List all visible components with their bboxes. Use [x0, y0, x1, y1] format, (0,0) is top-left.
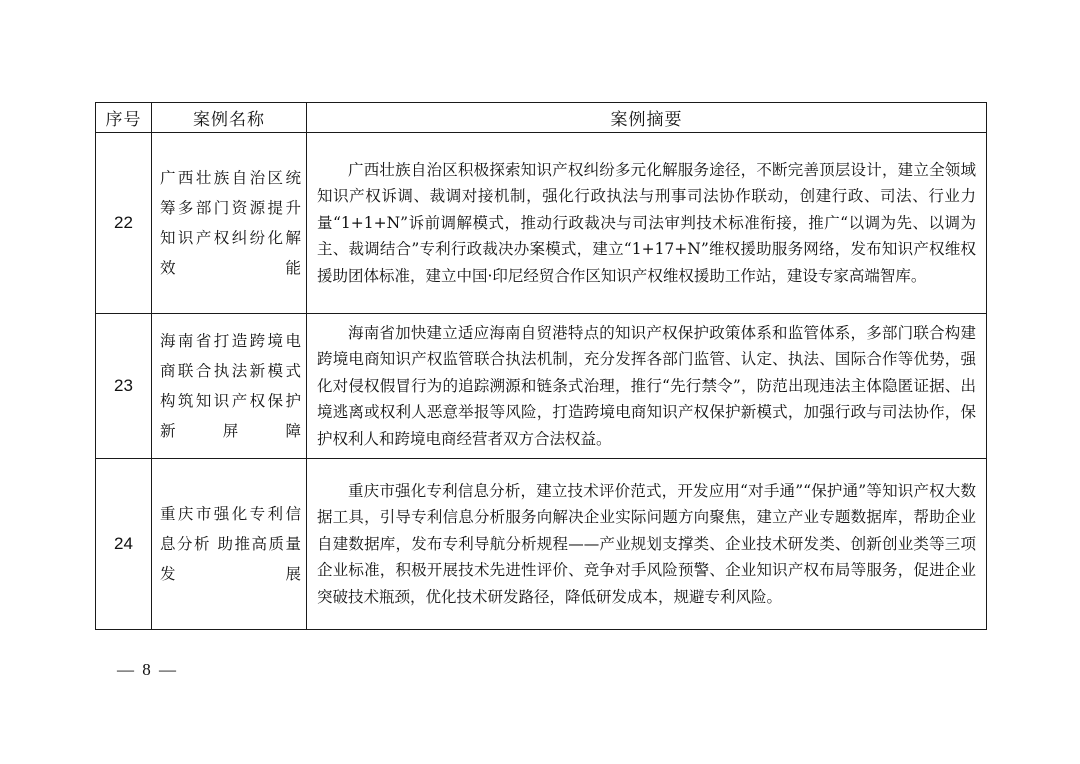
table-row [96, 459, 987, 630]
case-summary: 重庆市强化专利信息分析，建立技术评价范式，开发应用“对手通”“保护通”等知识产权大数据工具，引导专利信息分析服务向解决企业实际问题方向聚焦，建立产业专题数据库，帮助企业自建数据库，发布专利导航分析规程——产业规划支撑类、企业技术研发类、创新创业类等三项企业标准，积极开展技术先进性评价、竞争对手风险预警、企业知识产权布局等服务，促进企业突破技术瓶颈，优化技术研发路径，降低研发成本，规避专利风险。 [307, 459, 987, 630]
table-row [96, 314, 987, 459]
case-name: 广西壮族自治区统筹多部门资源提升知识产权纠纷化解效能 [152, 133, 307, 314]
page-number: — 8 — [117, 660, 178, 679]
table-row [96, 133, 987, 314]
case-number: 24 [96, 459, 152, 630]
case-summary: 海南省加快建立适应海南自贸港特点的知识产权保护政策体系和监管体系，多部门联合构建跨境电商知识产权监管联合执法机制，充分发挥各部门监管、认定、执法、国际合作等优势，强化对侵权假冒行为的追踪溯源和链条式治理，推行“先行禁令”，防范出现违法主体隐匿证据、出境逃离或权利人恶意举报等风险，打造跨境电商知识产权保护新模式，加强行政与司法协作，保护权利人和跨境电商经营者双方合法权益。 [307, 314, 987, 459]
case-number: 23 [96, 314, 152, 459]
case-table [95, 102, 987, 630]
case-name: 海南省打造跨境电商联合执法新模式 构筑知识产权保护新屏障 [152, 314, 307, 459]
case-number: 22 [96, 133, 152, 314]
table-header-row [96, 103, 987, 133]
header-number: 序号 [96, 103, 152, 133]
header-case-name: 案例名称 [152, 103, 307, 133]
case-summary: 广西壮族自治区积极探索知识产权纠纷多元化解服务途径，不断完善顶层设计，建立全领域知识产权诉调、裁调对接机制，强化行政执法与刑事司法协作联动，创建行政、司法、行业力量“1+1+N”诉前调解模式，推动行政裁决与司法审判技术标准衔接，推广“以调为先、以调为主、裁调结合”专利行政裁决办案模式，建立“1+17+N”维权援助服务网络，发布知识产权维权援助团体标准，建立中国·印尼经贸合作区知识产权维权援助工作站，建设专家高端智库。 [307, 133, 987, 314]
case-name: 重庆市强化专利信息分析 助推高质量发展 [152, 459, 307, 630]
header-case-summary: 案例摘要 [307, 103, 987, 133]
